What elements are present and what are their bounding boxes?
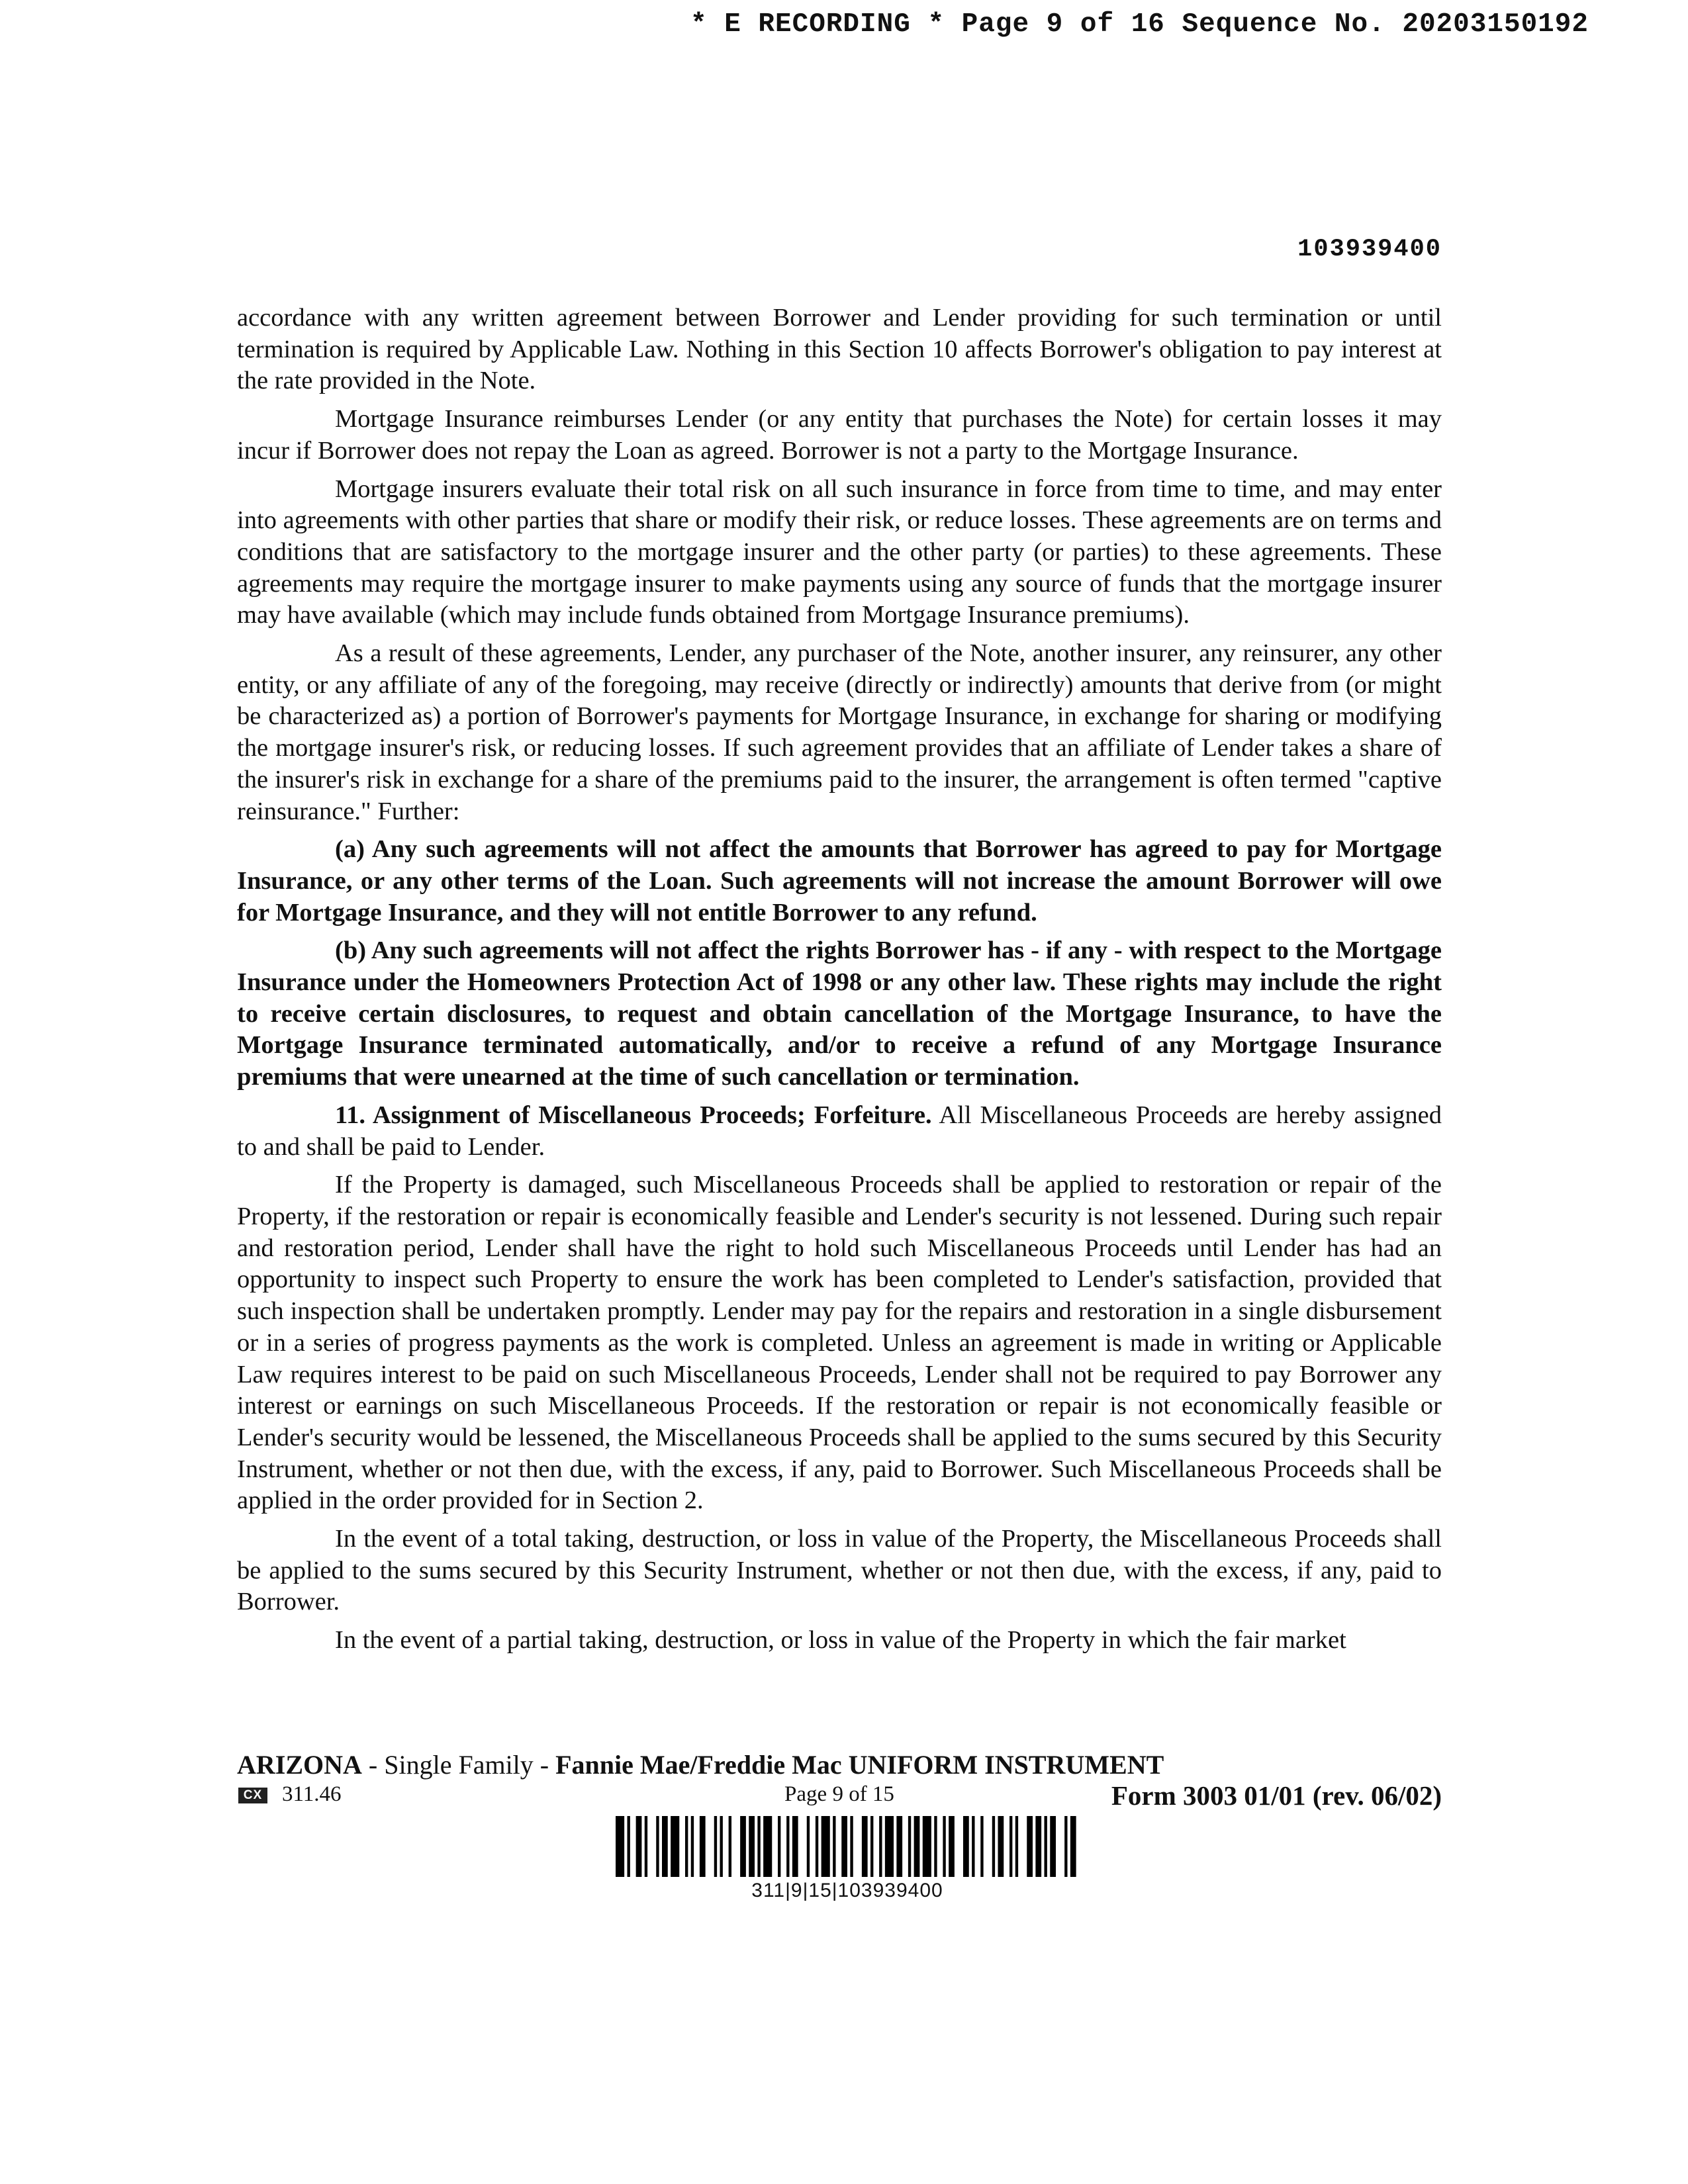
barcode-bar — [757, 1816, 760, 1877]
barcode-bar — [807, 1816, 810, 1877]
paragraph-section-11 — [237, 1100, 1442, 1163]
paragraph-property-damaged: If the Property is damaged, such Miscellaneous Proceeds shall be applied to restoration or repair of the Property, if the restoration or repair is economically feasible and Lender's security is not lessened. During such repair and restoration period, Lender shall have the right to hold such Miscellaneous Proceeds until Lender has had an opportunity to inspect such Property to ensure the work has been completed to Lender's satisfaction, provided that such inspection shall be undertaken promptly. Lender may pay for the repairs and restoration in a single disbursement or in a series of progress payments as the work is completed. Unless an agreement is made in writing or Applicable Law requires interest to be paid on such Miscellaneous Proceeds, Lender shall not be required to pay Borrower any interest or earnings on such Miscellaneous Proceeds. If the restoration or repair is not economically feasible or Lender's security would be lessened, the Miscellaneous Proceeds shall be applied to the sums secured by this Security Instrument, whether or not then due, with the excess, if any, paid to Borrower. Such Miscellaneous Proceeds shall be applied in the order provided for in Section 2. — [237, 1171, 1442, 1515]
barcode-bar — [1015, 1816, 1018, 1877]
document-body — [237, 302, 1442, 1663]
barcode-bar — [992, 1816, 995, 1877]
barcode-bar — [740, 1816, 746, 1877]
paragraph-clause-b: (b) Any such agreements will not affect the rights Borrower has - if any - with respect to the Mortgage Insurance under the Homeowners Protection Act of 1998 or any other law. These rights may include the right to receive certain disclosures, to request and obtain cancellation of the Mortgage Insurance, to have the Mortgage Insurance terminated automatically, and/or to receive a refund of any Mortgage Insurance premiums that were unearned at the time of such cancellation or termination. — [237, 936, 1442, 1091]
barcode-icon — [616, 1816, 1079, 1877]
paragraph-result-of-agreements: As a result of these agreements, Lender, any purchaser of the Note, another insurer, any reinsurer, any other entity, or any affiliate of any of the foregoing, may receive (directly or indirectly) amounts that derive from (or might be characterized as) a portion of Borrower's payments for Mortgage Insurance, in exchange for sharing or modifying the mortgage insurer's risk, or reducing losses. If such agreement provides that an affiliate of Lender takes a share of the insurer's risk in exchange for a share of the premiums paid to the insurer, the arrangement is often termed "captive reinsurance." Further: — [237, 639, 1442, 825]
barcode-bar — [816, 1816, 818, 1877]
barcode-bar — [1009, 1816, 1012, 1877]
barcode-bar — [763, 1816, 772, 1877]
barcode-bar — [1050, 1816, 1056, 1877]
barcode-block — [616, 1816, 1079, 1902]
form-footer — [237, 1749, 1442, 1818]
barcode-bar — [662, 1816, 668, 1877]
section-11-text: All Miscellaneous Proceeds are hereby assigned to and shall be paid to Lender. — [237, 1101, 1442, 1161]
barcode-bar — [949, 1816, 955, 1877]
page-number: Page 9 of 15 — [784, 1782, 894, 1806]
footer-state: ARIZONA — [237, 1750, 362, 1780]
barcode-bar — [833, 1816, 835, 1877]
barcode-bar — [998, 1816, 1004, 1877]
barcode-bar — [943, 1816, 945, 1877]
form-code: 311.46 — [282, 1782, 342, 1806]
barcode-bar — [963, 1816, 969, 1877]
barcode-bar — [749, 1816, 755, 1877]
barcode-bar — [700, 1816, 706, 1877]
barcode-bar — [636, 1816, 642, 1877]
barcode-bar — [841, 1816, 847, 1877]
barcode-bar — [879, 1816, 882, 1877]
barcode-bar — [914, 1816, 920, 1877]
footer-family-type: - Single Family - — [361, 1750, 556, 1780]
barcode-bar — [691, 1816, 694, 1877]
barcode-bar — [1035, 1816, 1041, 1877]
paragraph-section-10-continuation: accordance with any written agreement between Borrower and Lender providing for such termination or until termination is required by Applicable Law. Nothing in this Section 10 affects Borrower's obligation to pay interest at the rate provided in the Note. — [237, 304, 1442, 395]
barcode-bar — [1045, 1816, 1047, 1877]
barcode-bar — [850, 1816, 853, 1877]
barcode-bar — [720, 1816, 723, 1877]
barcode-bar — [778, 1816, 780, 1877]
barcode-bar — [896, 1816, 902, 1877]
barcode-bar — [645, 1816, 647, 1877]
barcode-bar — [1064, 1816, 1067, 1877]
barcode-bar — [862, 1816, 868, 1877]
paragraph-mortgage-insurance-reimburses: Mortgage Insurance reimburses Lender (or any entity that purchases the Note) for certain losses it may incur if Borrower does not repay the Loan as agreed. Borrower is not a party to the Mortgage Insurance. — [237, 405, 1442, 465]
barcode-bar — [656, 1816, 659, 1877]
form-number: Form 3003 01/01 (rev. 06/02) — [1111, 1780, 1442, 1811]
barcode-bar — [972, 1816, 974, 1877]
barcode-bar — [934, 1816, 937, 1877]
barcode-text: 311|9|15|103939400 — [751, 1880, 943, 1901]
barcode-bar — [821, 1816, 830, 1877]
barcode-bar — [616, 1816, 624, 1877]
barcode-bar — [786, 1816, 789, 1877]
barcode-bar — [1070, 1816, 1076, 1877]
paragraph-clause-a: (a) Any such agreements will not affect the amounts that Borrower has agreed to pay for Mortgage Insurance, or any other terms of the Loan. Such agreements will not increase the amount Borrower will owe for Mortgage Insurance, and they will not entitle Borrower to any refund. — [237, 835, 1442, 927]
barcode-bar — [628, 1816, 630, 1877]
loan-number: 103939400 — [1297, 236, 1442, 263]
barcode-bar — [714, 1816, 717, 1877]
paragraph-mortgage-insurers-evaluate: Mortgage insurers evaluate their total risk on all such insurance in force from time to time, and may enter into agreements with other parties that share or modify their risk, or reduce losses. These agreements are on terms and conditions that are satisfactory to the mortgage insurer and the other party (or parties) to these agreements. These agreements may require the mortgage insurer to make payments using any source of funds that the mortgage insurer may have available (which may include funds obtained from Mortgage Insurance premiums). — [237, 475, 1442, 629]
barcode-bar — [870, 1816, 873, 1877]
barcode-bar — [671, 1816, 679, 1877]
barcode-bar — [1027, 1816, 1033, 1877]
barcode-bar — [885, 1816, 894, 1877]
paragraph-total-taking: In the event of a total taking, destruction, or loss in value of the Property, the Miscellaneous Proceeds shall be applied to the sums secured by this Security Instrument, whether or not then due, with the excess, if any, paid to Borrower. — [237, 1525, 1442, 1616]
barcode-bar — [729, 1816, 731, 1877]
barcode-bar — [792, 1816, 798, 1877]
section-11-heading: 11. Assignment of Miscellaneous Proceeds; Forfeiture. — [335, 1101, 932, 1129]
footer-instrument: Fannie Mae/Freddie Mac UNIFORM INSTRUMENT — [555, 1750, 1164, 1780]
barcode-bar — [980, 1816, 983, 1877]
paragraph-partial-taking: In the event of a partial taking, destruction, or loss in value of the Property in which the fair market — [335, 1626, 1346, 1655]
recording-header: * E RECORDING * Page 9 of 16 Sequence No. 20203150192 — [690, 9, 1589, 40]
footer-row — [237, 1781, 1442, 1818]
barcode-bar — [685, 1816, 688, 1877]
footer-title — [237, 1749, 1442, 1781]
barcode-bar — [908, 1816, 911, 1877]
barcode-bar — [923, 1816, 931, 1877]
form-logo-icon: CX — [238, 1788, 267, 1803]
